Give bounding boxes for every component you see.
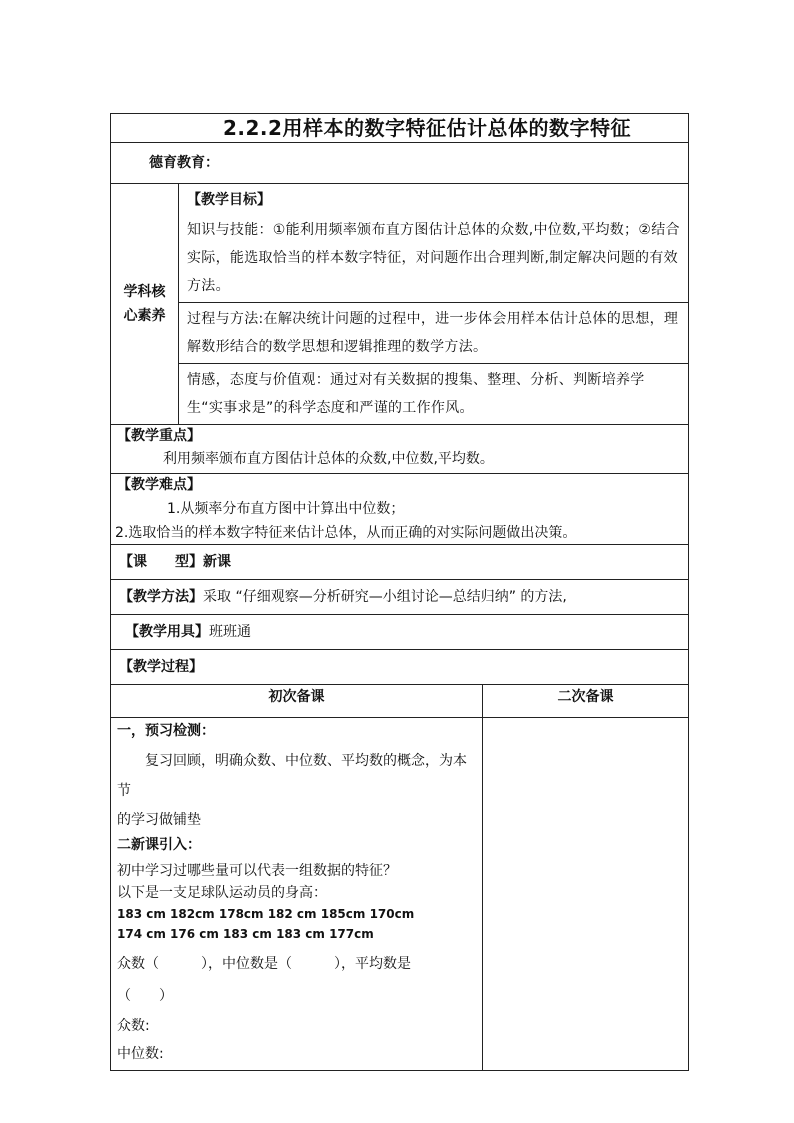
key-points-text: 利用频率颁布直方图估计总体的众数,中位数,平均数。	[163, 451, 494, 467]
fill-blank-line: 众数（ ），中位数是（ ），平均数是	[117, 956, 411, 972]
difficulties-cell	[111, 474, 689, 545]
moral-education-cell	[111, 143, 689, 184]
second-prep-content	[483, 718, 689, 1071]
process-heading-cell	[111, 650, 689, 685]
lesson-type-line	[111, 545, 688, 579]
mode-label: 众数:	[117, 1018, 150, 1034]
emotion-attitude-text: 情感，态度与价值观：通过对有关数据的搜集、整理、分析、判断培养学生“实事求是”的科学态度和严谨的工作作风。	[187, 372, 645, 416]
tools-cell	[111, 615, 689, 650]
title-cell	[111, 114, 689, 143]
section-preview-title: 一，预习检测：	[117, 723, 215, 739]
lesson-type-value: 新课	[203, 554, 231, 570]
lesson-type-label: 【课 型】	[119, 554, 203, 570]
lesson-plan-table	[110, 113, 689, 1071]
process-method-cell	[179, 303, 689, 364]
knowledge-skills-text: 知识与技能：①能利用频率颁布直方图估计总体的众数,中位数,平均数；②结合实际，能选取恰当的样本数字特征，对问题作出合理判断,制定解决问题的有效方法。	[187, 222, 680, 294]
key-points-heading: 【教学重点】	[117, 428, 201, 444]
difficulties-heading: 【教学难点】	[117, 477, 201, 493]
fill-blank-line-2: （ ）	[117, 988, 173, 1004]
page-title: 2.2.2用样本的数字特征估计总体的数字特征	[223, 116, 631, 140]
tools-label: 【教学用具】	[125, 624, 209, 640]
emotion-attitude-cell	[179, 364, 689, 425]
first-prep-content	[111, 718, 483, 1071]
heights-data-line-1: 183 cm 182cm 178cm 182 cm 185cm 170cm	[117, 907, 415, 921]
tools-value: 班班通	[209, 624, 251, 640]
first-prep-header: 初次备课	[111, 685, 483, 718]
median-label: 中位数:	[117, 1046, 164, 1062]
tools-line	[111, 615, 688, 649]
process-heading: 【教学过程】	[119, 659, 203, 675]
knowledge-goals-cell	[179, 184, 689, 303]
method-label: 【教学方法】	[119, 589, 203, 605]
difficulty-item-2: 2.选取恰当的样本数字特征来估计总体，从而正确的对实际问题做出决策。	[115, 525, 577, 541]
second-prep-header: 二次备课	[483, 685, 689, 718]
question-text: 初中学习过哪些量可以代表一组数据的特征？	[117, 863, 397, 879]
difficulty-item-1: 1.从频率分布直方图中计算出中位数；	[167, 501, 405, 517]
method-line	[111, 580, 688, 614]
process-content	[111, 718, 482, 1070]
review-line-1: 复习回顾，明确众数、中位数、平均数的概念，为本节	[117, 753, 467, 799]
section-new-lesson-title: 二新课引入：	[117, 837, 201, 853]
review-line-2: 的学习做铺垫	[117, 812, 201, 828]
moral-education-label: 德育教育：	[149, 155, 219, 171]
method-value: 采取 “仔细观察—分析研究—小组讨论—总结归纳” 的方法,	[203, 589, 567, 605]
lesson-type-cell	[111, 545, 689, 580]
process-method-text: 过程与方法:在解决统计问题的过程中，进一步体会用样本估计总体的思想，理解数形结合的数学思想和逻辑推理的数学方法。	[187, 311, 679, 355]
core-literacy-label: 学科核心素养	[111, 184, 179, 425]
key-points-cell	[111, 425, 689, 474]
heights-data-line-2: 174 cm 176 cm 183 cm 183 cm 177cm	[117, 927, 374, 941]
method-cell	[111, 580, 689, 615]
teaching-goals-heading: 【教学目标】	[187, 192, 271, 208]
heights-intro-text: 以下是一支足球队运动员的身高：	[117, 885, 327, 901]
